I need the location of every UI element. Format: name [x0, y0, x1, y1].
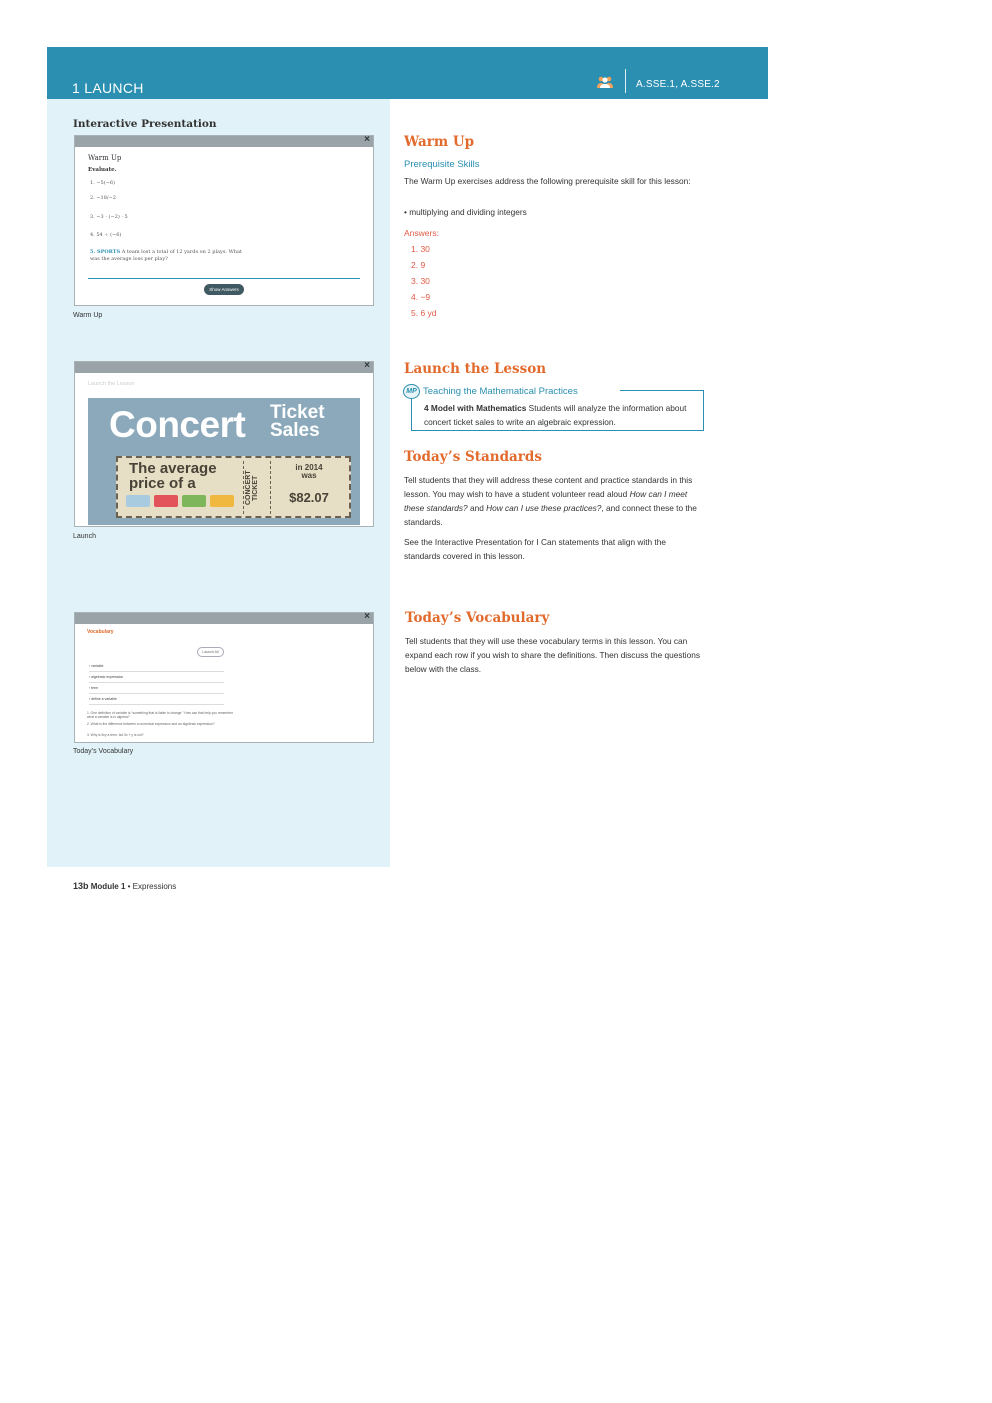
- ticket-year: [273, 464, 345, 480]
- standards-text-b: and: [467, 503, 487, 513]
- color-chip-red: [154, 495, 178, 507]
- launch-all-button[interactable]: Launch All: [197, 647, 224, 657]
- concert-ticket-poster: [88, 398, 360, 525]
- vocab-row-label: term: [91, 686, 99, 690]
- warm-up-text: The Warm Up exercises address the following prerequisite skill for this lesson:: [404, 176, 691, 186]
- color-chip-blue: [126, 495, 150, 507]
- vocab-card-title: Vocabulary: [87, 629, 114, 635]
- header-standards: A.SSE.1, A.SSE.2: [636, 79, 720, 90]
- answer-3: 3. 30: [411, 276, 430, 286]
- standards-text-c: , and connect these to the standards.: [404, 503, 697, 527]
- warmup-item-5: [90, 249, 250, 263]
- panel-title: Interactive Presentation: [73, 118, 217, 130]
- screenshot-titlebar: [75, 136, 373, 147]
- screenshot-titlebar: [75, 362, 373, 373]
- vocabulary-text: Tell students that they will use these vocabulary terms in this lesson. You can expand each row if you wish to share the definitions. Then discuss the questions below with the class.: [405, 636, 701, 674]
- warmup-item-5-tag: 5. SPORTS: [90, 249, 121, 255]
- launch-card-header: Launch the Lesson: [88, 381, 135, 387]
- vocabulary-screenshot[interactable]: [74, 612, 374, 743]
- warmup-caption: Warm Up: [73, 312, 103, 319]
- footer-module: Module 1: [90, 882, 126, 891]
- math-practices-body: Students will analyze the information about concert ticket sales to write an algebraic expression.: [424, 403, 687, 427]
- warmup-item-3: 3. −3 · (−2) · 5: [90, 214, 128, 220]
- vocab-question-2: 2. What is the difference between a numerical expression and an algebraic expression?: [87, 722, 215, 726]
- warmup-screenshot[interactable]: [74, 135, 374, 306]
- standards-question-2: How can I use these practices?: [486, 503, 602, 513]
- warmup-evaluate: Evaluate.: [88, 167, 117, 173]
- header-divider: [625, 69, 626, 93]
- math-practices-title: Teaching the Mathematical Practices: [423, 386, 578, 397]
- math-practices-badge-icon: MP: [403, 384, 420, 399]
- show-answers-button[interactable]: Show Answers: [204, 284, 244, 295]
- prerequisite-bullet: • multiplying and dividing integers: [404, 207, 527, 217]
- warm-up-heading: Warm Up: [404, 134, 475, 150]
- warmup-item-2: 2. −18/−2: [90, 195, 116, 201]
- ticket-text: [129, 461, 217, 491]
- warmup-item-4: 4. 54 ÷ (−6): [90, 232, 122, 238]
- close-icon[interactable]: ×: [364, 361, 370, 371]
- vocabulary-heading: Today’s Vocabulary: [405, 610, 550, 626]
- footer-topic: Expressions: [132, 882, 177, 891]
- answer-4: 4. −9: [411, 292, 431, 302]
- poster-subtitle: [270, 404, 325, 440]
- vocab-question-3: 3. Why is 5xy a term, but 5x + y is not?: [87, 733, 144, 737]
- vocab-question-1: 1. One definition of variable is “something that is liable to change.” How can that help you remember what a variable is in algebra?: [87, 711, 233, 719]
- vocab-row[interactable]: › term: [89, 684, 224, 694]
- warmup-divider: [88, 278, 360, 279]
- poster-subtitle-line-2: Sales: [270, 420, 320, 441]
- answers-label: Answers:: [404, 228, 439, 238]
- ticket-year-line-1: in 2014: [295, 463, 323, 472]
- poster-title: Concert: [109, 404, 246, 445]
- math-practices-rule: [620, 390, 704, 391]
- math-practices-bold: 4 Model with Mathematics: [424, 403, 527, 413]
- ticket-price: $82.07: [289, 490, 329, 505]
- launch-screenshot[interactable]: [74, 361, 374, 527]
- footer-separator: •: [125, 882, 133, 891]
- close-icon[interactable]: ×: [364, 612, 370, 622]
- math-practices-text: [424, 401, 702, 429]
- standards-heading: Today’s Standards: [404, 449, 542, 465]
- section-header-bar: [47, 47, 768, 99]
- vocab-row[interactable]: › define a variable: [89, 695, 224, 705]
- ticket-text-line-1: The average: [129, 460, 217, 477]
- ticket-vertical-label: CONCERT TICKET: [245, 470, 259, 506]
- standards-text-a: Tell students that they will address these content and practice standards in this lesson. You may wish to have a student volunteer read aloud: [404, 475, 693, 499]
- page-number: 13b: [73, 881, 89, 891]
- answer-1: 1. 30: [411, 244, 430, 254]
- standards-paragraph-1: [404, 473, 702, 529]
- vocabulary-caption: Today’s Vocabulary: [73, 748, 134, 755]
- color-chip-yellow: [210, 495, 234, 507]
- interactive-presentation-panel: [47, 99, 390, 867]
- vocab-row-label: variable: [91, 664, 104, 668]
- group-icon: [596, 75, 614, 89]
- prerequisite-skills-heading: Prerequisite Skills: [404, 159, 480, 170]
- ticket-year-line-2: was: [301, 471, 317, 480]
- launch-caption: Launch: [73, 533, 96, 540]
- close-icon[interactable]: ×: [364, 135, 370, 145]
- section-title: 1 LAUNCH: [72, 80, 144, 96]
- warmup-card-title: Warm Up: [88, 154, 122, 162]
- vocab-row[interactable]: › variable: [89, 662, 224, 672]
- vocab-row[interactable]: › algebraic expression: [89, 673, 224, 683]
- vocab-row-label: algebraic expression: [91, 675, 124, 679]
- answer-5: 5. 6 yd: [411, 308, 437, 318]
- answer-2: 2. 9: [411, 260, 426, 270]
- vocab-row-label: define a variable: [91, 697, 117, 701]
- warmup-item-1: 1. −5(−6): [90, 180, 116, 186]
- ticket-text-line-2: price of a: [129, 475, 196, 492]
- ticket-graphic: [116, 456, 351, 518]
- standards-paragraph-2: See the Interactive Presentation for I Can statements that align with the standards covered in this lesson.: [404, 537, 666, 561]
- page-footer: [73, 881, 176, 891]
- poster-subtitle-line-1: Ticket: [270, 402, 325, 423]
- ticket-separator: [270, 461, 272, 514]
- screenshot-titlebar: [75, 613, 373, 624]
- warmup-item-5-text: A team lost a total of 12 yards on 2 plays. What was the average loss per play?: [90, 249, 242, 262]
- standards-question-1: How can I meet these standards?: [404, 489, 688, 513]
- color-chip-green: [182, 495, 206, 507]
- launch-lesson-heading: Launch the Lesson: [404, 361, 547, 377]
